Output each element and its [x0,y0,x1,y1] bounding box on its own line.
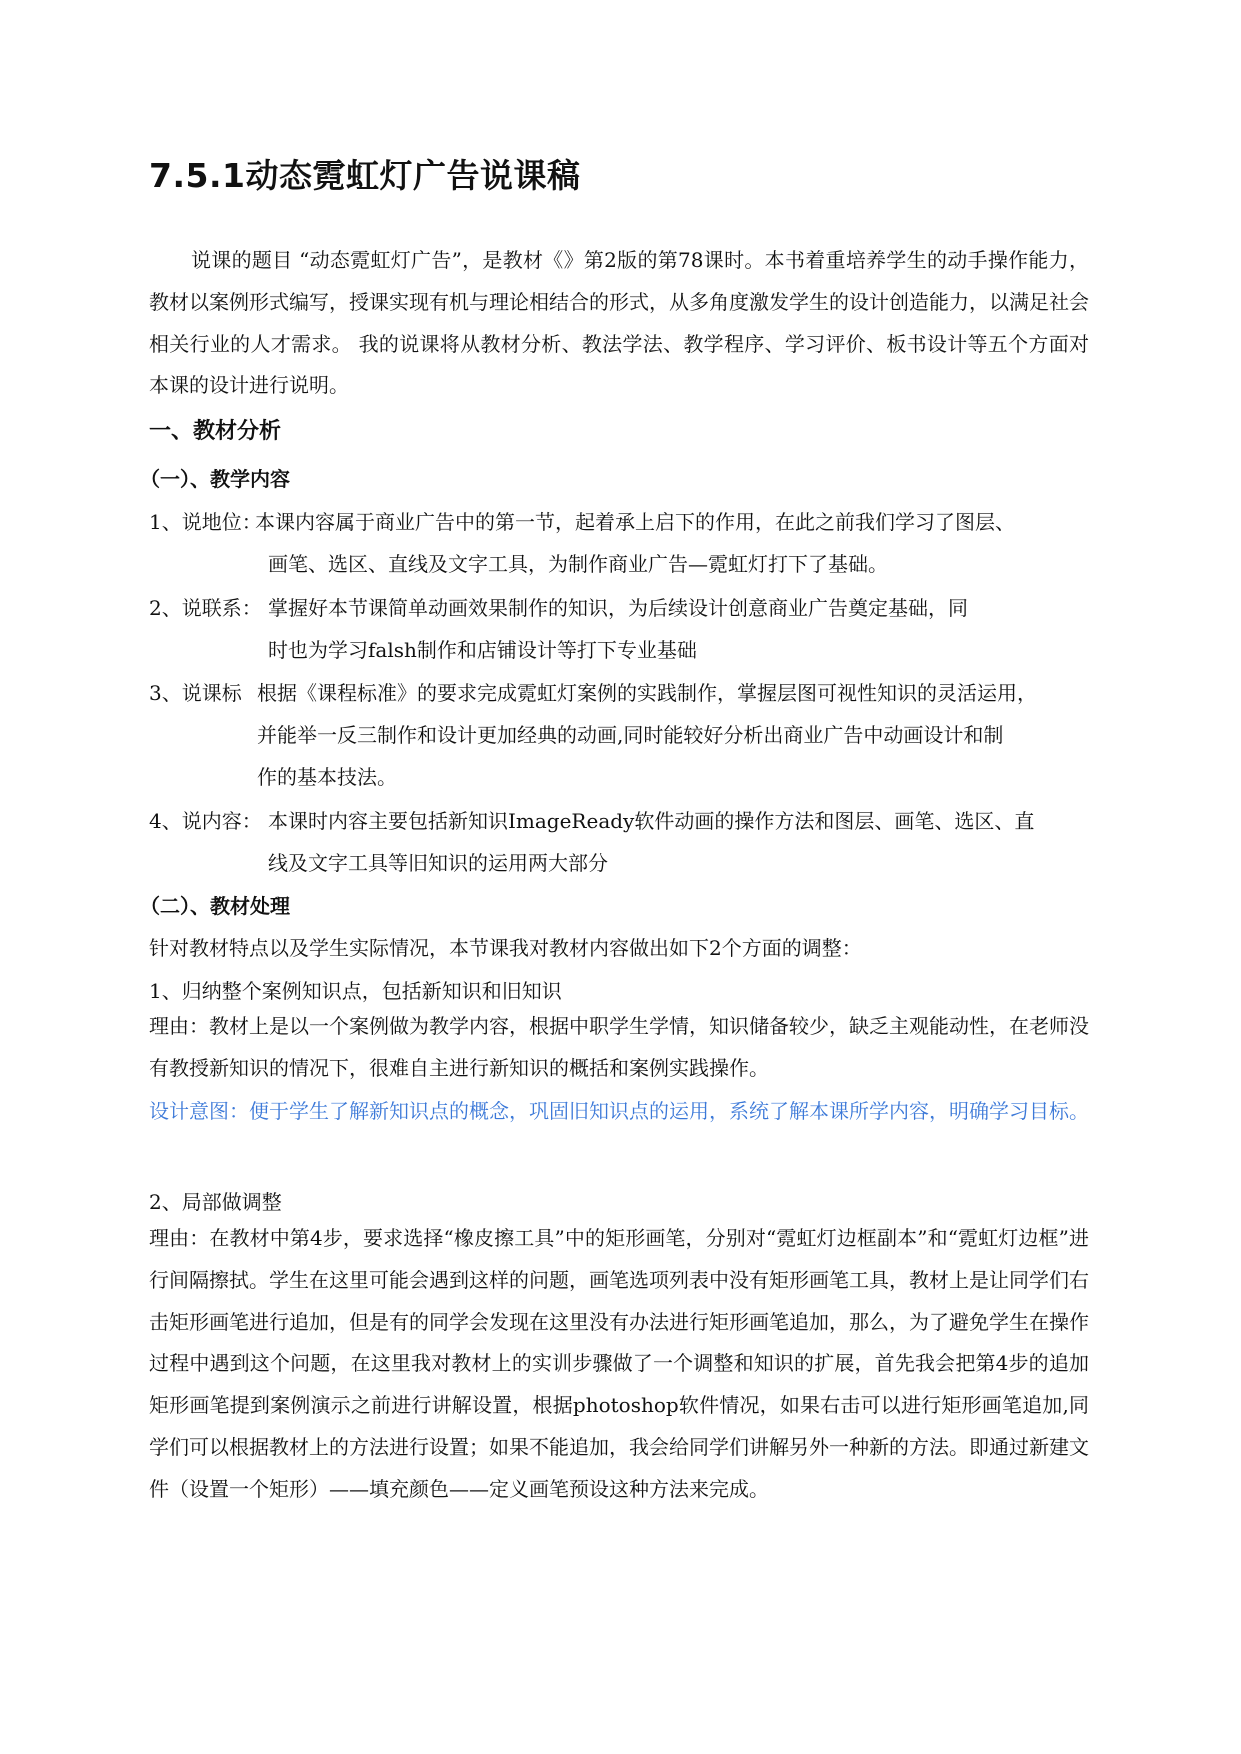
item-1-line-2: 画笔、选区、直线及文字工具，为制作商业广告—霓虹灯打下了基础。 [268,552,888,576]
processing-item-2-reason: 理由：在教材中第4步，要求选择“橡皮擦工具”中的矩形画笔，分别对“霓虹灯边框副本”和“霓虹灯边框”进行间隔擦拭。学生在这里可能会遇到这样的问题，画笔选项列表中没有矩形画笔工具，教材上是让同学们右击矩形画笔进行追加，但是有的同学会发现在这里没有办法进行矩形画笔追加，那么，为了避免学生在操作过程中遇到这个问题，在这里我对教材上的实训步骤做了一个调整和知识的扩展，首先我会把第4步的追加矩形画笔提到案例演示之前进行讲解设置，根据photoshop软件情况，如果右击可以进行矩形画笔追加,同学们可以根据教材上的方法进行设置；如果不能追加，我会给同学们讲解另外一种新的方法。即通过新建文件（设置一个矩形）——填充颜色——定义画笔预设这种方法来完成。 [149,1226,1089,1501]
item-1-line-1: 本课内容属于商业广告中的第一节，起着承上启下的作用，在此之前我们学习了图层、 [255,510,1015,534]
item-2-line-1: 掌握好本节课简单动画效果制作的知识，为后续设计创意商业广告奠定基础，同 [268,596,968,620]
processing-item-1-design-intent: 设计意图：便于学生了解新知识点的概念，巩固旧知识点的运用，系统了解本课所学内容，明确学习目标。 [149,1099,1089,1123]
item-3-line-3: 作的基本技法。 [257,765,397,789]
item-3-label: 3、说课标 [149,681,242,705]
item-2-line-2: 时也为学习falsh制作和店铺设计等打下专业基础 [268,638,697,662]
item-3-line-1: 根据《课程标准》的要求完成霓虹灯案例的实践制作，掌握层图可视性知识的灵活运用， [257,681,1037,705]
item-3-line-2: 并能举一反三制作和设计更加经典的动画,同时能较好分析出商业广告中动画设计和制 [257,723,1004,747]
subsection-heading-teaching-content: （一）、教学内容 [140,467,290,491]
processing-item-1-title: 1、归纳整个案例知识点，包括新知识和旧知识 [149,979,562,1003]
item-4-label: 4、说内容： [149,809,262,833]
subsection-heading-material-processing: （二）、教材处理 [140,894,290,918]
section-heading-materials-analysis: 一、教材分析 [149,419,282,444]
item-4-line-1: 本课时内容主要包括新知识ImageReady软件动画的操作方法和图层、画笔、选区、直 [268,809,1035,833]
processing-item-1-reason: 理由：教材上是以一个案例做为教学内容，根据中职学生学情，知识储备较少，缺乏主观能动性，在老师没有教授新知识的情况下，很难自主进行新知识的概括和案例实践操作。 [149,1014,1089,1080]
processing-item-2-title: 2、局部做调整 [149,1190,282,1214]
page-title: 7.5.1动态霓虹灯广告说课稿 [149,156,581,195]
processing-intro: 针对教材特点以及学生实际情况，本节课我对教材内容做出如下2个方面的调整： [149,936,862,960]
item-2-label: 2、说联系： [149,596,262,620]
intro-paragraph: 说课的题目 “动态霓虹灯广告”，是教材《》第2版的第78课时。本书着重培养学生的动手操作能力，教材以案例形式编写，授课实现有机与理论相结合的形式，从多角度激发学生的设计创造能力，以满足社会相关行业的人才需求。 我的说课将从教材分析、教法学法、教学程序、学习评价、板书设计等五个方面对本课的设计进行说明。 [149,248,1089,398]
item-4-line-2: 线及文字工具等旧知识的运用两大部分 [268,851,608,875]
item-1-label: 1、说地位： [149,510,262,534]
